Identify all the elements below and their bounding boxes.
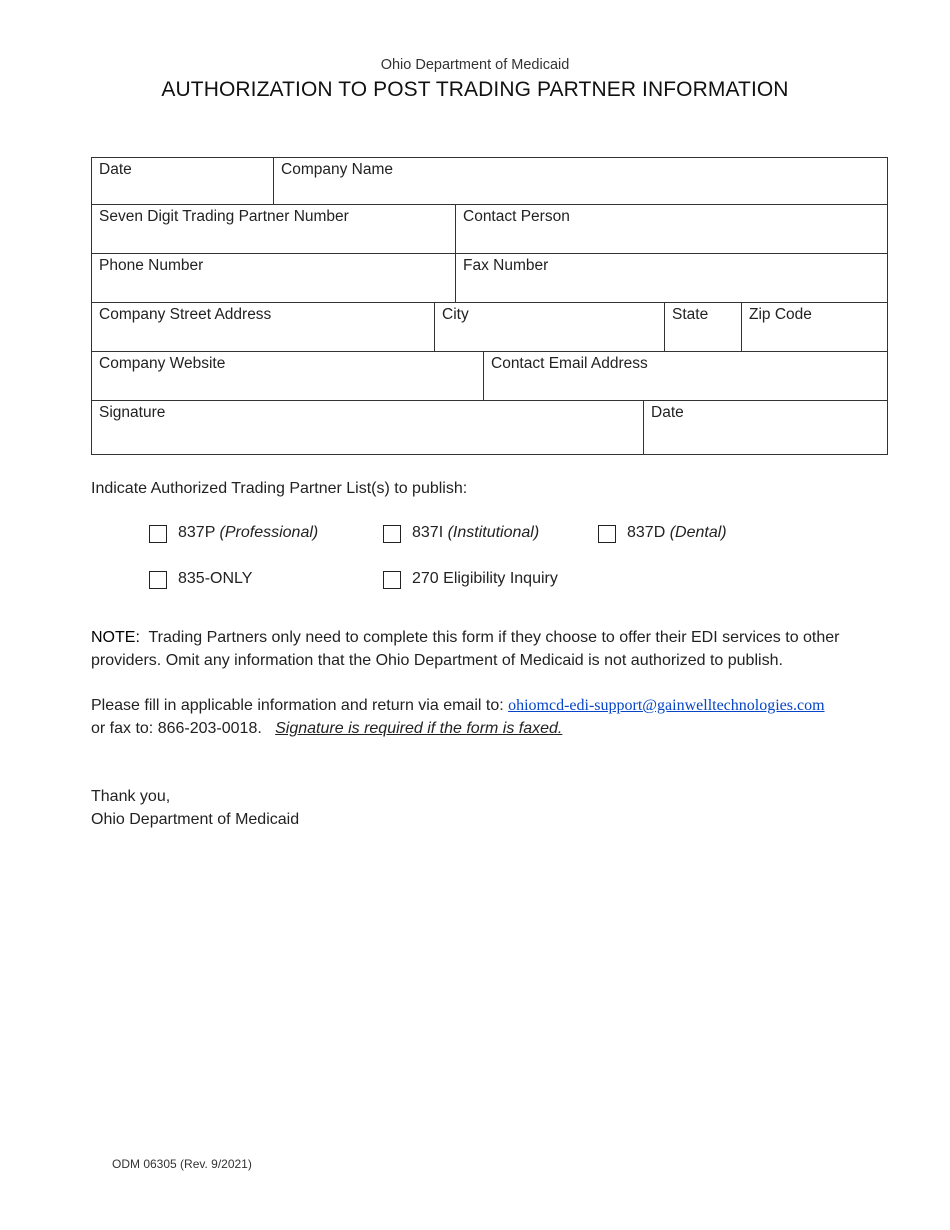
signature-label: Signature [99, 404, 166, 421]
label-837i [412, 524, 539, 542]
label-837i-code: 837I [412, 524, 444, 541]
label-270-eligibility: 270 Eligibility Inquiry [412, 570, 558, 587]
signature-date-label: Date [651, 404, 684, 421]
support-email-link[interactable]: ohiomcd-edi-support@gainwelltechnologies.com [508, 697, 825, 714]
label-837p-desc: (Professional) [219, 524, 319, 541]
phone-number-label: Phone Number [99, 257, 204, 274]
checkbox-835-only[interactable] [149, 571, 167, 589]
note-paragraph [91, 626, 891, 672]
label-835-only: 835-ONLY [178, 570, 253, 587]
company-website-label: Company Website [99, 355, 226, 372]
company-website-field[interactable] [91, 351, 484, 401]
phone-number-field[interactable] [91, 253, 456, 303]
fax-text: or fax to: 866-203-0018. [91, 720, 262, 737]
label-837i-desc: (Institutional) [447, 524, 540, 541]
agency-name: Ohio Department of Medicaid [380, 57, 570, 73]
note-label: NOTE: [91, 629, 140, 646]
closing-thanks: Thank you, [91, 788, 171, 805]
checkbox-837p[interactable] [149, 525, 167, 543]
contact-email-field[interactable] [483, 351, 888, 401]
fax-number-field[interactable] [455, 253, 888, 303]
label-837p [178, 524, 318, 542]
closing-signoff: Ohio Department of Medicaid [91, 811, 300, 828]
list-prompt: Indicate Authorized Trading Partner List(s) to publish: [91, 480, 468, 497]
page-title: AUTHORIZATION TO POST TRADING PARTNER INFORMATION [161, 78, 789, 101]
trading-partner-number-label: Seven Digit Trading Partner Number [99, 208, 349, 225]
label-837d-desc: (Dental) [669, 524, 727, 541]
company-name-field[interactable] [273, 157, 888, 205]
checkbox-837d[interactable] [598, 525, 616, 543]
city-field[interactable] [434, 302, 665, 352]
checkbox-270-eligibility[interactable] [383, 571, 401, 589]
date-field-label: Date [99, 161, 132, 178]
contact-person-field[interactable] [455, 204, 888, 254]
contact-person-label: Contact Person [463, 208, 570, 225]
label-837d [627, 524, 727, 542]
zip-code-label: Zip Code [749, 306, 812, 323]
fax-number-label: Fax Number [463, 257, 549, 274]
return-instructions [91, 694, 891, 740]
city-label: City [442, 306, 469, 323]
signature-date-field[interactable] [643, 400, 888, 455]
closing [91, 785, 891, 831]
contact-email-label: Contact Email Address [491, 355, 648, 372]
street-address-label: Company Street Address [99, 306, 272, 323]
label-837d-code: 837D [627, 524, 666, 541]
return-prefix: Please fill in applicable information and return via email to: [91, 697, 509, 714]
trading-partner-number-field[interactable] [91, 204, 456, 254]
street-address-field[interactable] [91, 302, 435, 352]
label-837p-code: 837P [178, 524, 216, 541]
zip-code-field[interactable] [741, 302, 888, 352]
signature-required-note: Signature is required if the form is faxed. [275, 720, 563, 737]
date-field[interactable] [91, 157, 274, 205]
signature-field[interactable] [91, 400, 644, 455]
state-label: State [672, 306, 709, 323]
form-id: ODM 06305 (Rev. 9/2021) [112, 1157, 252, 1171]
state-field[interactable] [664, 302, 742, 352]
checkbox-837i[interactable] [383, 525, 401, 543]
note-text: Trading Partners only need to complete this form if they choose to offer their EDI services to other providers. Omit any information that the Ohio Department of Medicaid is not authorized to publish. [91, 629, 840, 669]
company-name-field-label: Company Name [281, 161, 393, 178]
